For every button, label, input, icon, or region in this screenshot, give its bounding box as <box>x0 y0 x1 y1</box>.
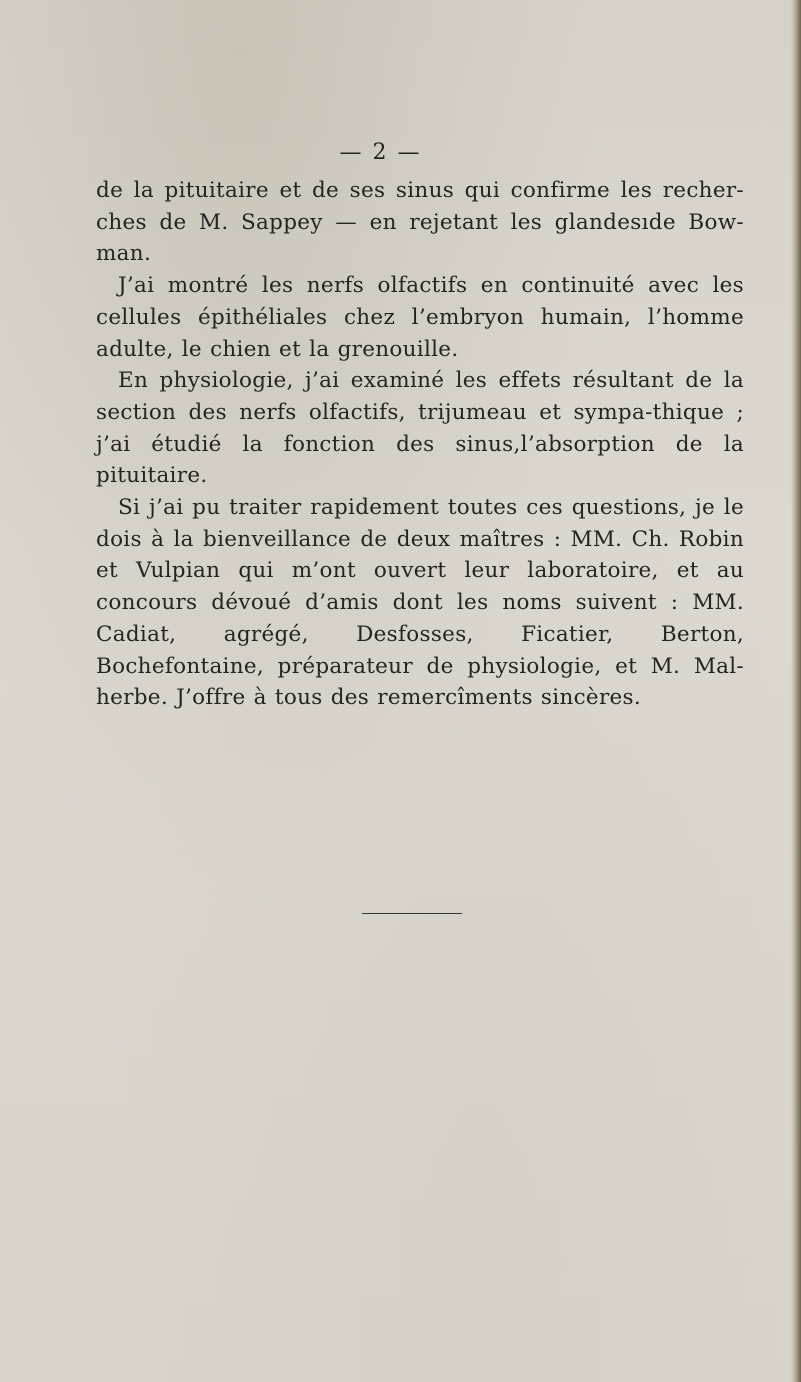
page-edge-shadow <box>791 0 801 1382</box>
page-number: — 2 — <box>339 140 422 165</box>
paragraph-2: J’ai montré les nerfs olfactifs en continuité avec les cellules épithéliales chez l’embryon humain, l’homme adulte, le chien et la grenouille. <box>96 273 744 362</box>
paragraph-4: Si j’ai pu traiter rapidement toutes ces questions, je le dois à la bienveillance de deux maîtres : MM. Ch. Robin et Vulpian qui m’ont ouvert leur laboratoire, et au concours dévoué d’amis dont les noms suivent : MM. Cadiat, agrégé, Desfosses, Ficatier, Berton, Bochefontaine, préparateur de physiologie, et M. Mal-herbe. J’offre à tous des remercîments sincères. <box>96 495 744 711</box>
body-text <box>96 175 744 714</box>
end-rule <box>362 913 462 914</box>
paragraph-3: En physiologie, j’ai examiné les effets résultant de la section des nerfs olfactifs, trijumeau et sympa-thique ; j’ai étudié la fonction des sinus,l’absorption de la pituitaire. <box>96 368 744 489</box>
paragraph-1: de la pituitaire et de ses sinus qui confirme les recher-ches de M. Sappey — en rejetant les glandesıde Bow-man. <box>96 178 744 267</box>
